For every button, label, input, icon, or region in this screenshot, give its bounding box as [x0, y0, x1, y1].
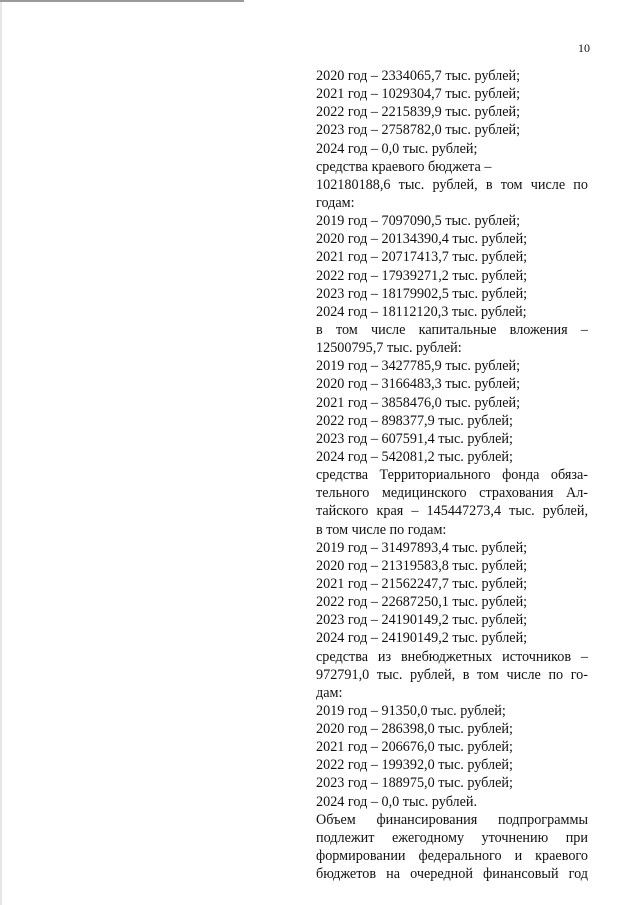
page-number: 10 — [578, 41, 590, 55]
text-line: 972791,0 тыс. рублей, в том числе по го- — [316, 666, 588, 683]
text-line: средства из внебюджетных источников – — [316, 648, 588, 665]
page-left-edge — [0, 0, 2, 905]
text-line: в том числе капитальные вложения – — [316, 321, 588, 338]
text-line: 2021 год – 20717413,7 тыс. рублей; — [316, 249, 528, 266]
text-line: 2023 год – 188975,0 тыс. рублей; — [316, 775, 513, 792]
text-line: 2024 год – 0,0 тыс. рублей. — [316, 793, 478, 810]
text-line: 2019 год – 31497893,4 тыс. рублей; — [316, 539, 528, 556]
text-line: 12500795,7 тыс. рублей: — [316, 340, 462, 357]
text-line: 2020 год – 286398,0 тыс. рублей; — [316, 721, 513, 738]
text-line: тельного медицинского страхования Ал- — [316, 485, 588, 502]
text-line: 2021 год – 1029304,7 тыс. рублей; — [316, 86, 521, 103]
text-line: тайского края – 145447273,4 тыс. рублей, — [316, 503, 588, 520]
text-line: 2020 год – 20134390,4 тыс. рублей; — [316, 231, 528, 248]
text-line: 2022 год – 17939271,2 тыс. рублей; — [316, 267, 528, 284]
text-line: формировании федерального и краевого — [316, 848, 588, 865]
text-line: 2024 год – 24190149,2 тыс. рублей; — [316, 630, 528, 647]
text-line: подлежит ежегодному уточнению при — [316, 829, 588, 846]
text-line: 2022 год – 898377,9 тыс. рублей; — [316, 412, 513, 429]
text-line: 2020 год – 2334065,7 тыс. рублей; — [316, 68, 521, 84]
text-line: бюджетов на очередной финансовый год — [316, 866, 588, 883]
document-text-column — [316, 67, 588, 883]
text-line: 2021 год – 3858476,0 тыс. рублей; — [316, 394, 521, 411]
text-line: 2019 год – 7097090,5 тыс. рублей; — [316, 213, 521, 230]
text-line: 2022 год – 22687250,1 тыс. рублей; — [316, 594, 528, 611]
text-line: 2020 год – 3166483,3 тыс. рублей; — [316, 376, 521, 393]
text-line: 2022 год – 199392,0 тыс. рублей; — [316, 757, 513, 774]
text-line: 2021 год – 21562247,7 тыс. рублей; — [316, 575, 528, 592]
text-line: 2021 год – 206676,0 тыс. рублей; — [316, 739, 513, 756]
text-line: 2023 год – 18179902,5 тыс. рублей; — [316, 285, 528, 302]
text-line: средства краевого бюджета – — [316, 158, 492, 175]
text-line: 2019 год – 91350,0 тыс. рублей; — [316, 702, 506, 719]
text-line: Объем финансирования подпрограммы — [316, 811, 588, 828]
top-rule — [0, 0, 244, 2]
text-line: 102180188,6 тыс. рублей, в том числе по — [316, 176, 588, 193]
text-line: 2024 год – 0,0 тыс. рублей; — [316, 140, 478, 157]
text-line: 2023 год – 607591,4 тыс. рублей; — [316, 430, 513, 447]
text-line: дам: — [316, 684, 343, 701]
text-line: 2019 год – 3427785,9 тыс. рублей; — [316, 358, 521, 375]
text-line: 2020 год – 21319583,8 тыс. рублей; — [316, 557, 528, 574]
text-line: годам: — [316, 194, 355, 211]
text-line: 2024 год – 18112120,3 тыс. рублей; — [316, 303, 527, 320]
text-line: в том числе по годам: — [316, 521, 447, 538]
text-line: 2022 год – 2215839,9 тыс. рублей; — [316, 104, 521, 121]
text-line: 2023 год – 2758782,0 тыс. рублей; — [316, 122, 521, 139]
text-line: средства Территориального фонда обяза- — [316, 467, 588, 484]
text-line: 2023 год – 24190149,2 тыс. рублей; — [316, 612, 528, 629]
text-line: 2024 год – 542081,2 тыс. рублей; — [316, 448, 513, 465]
